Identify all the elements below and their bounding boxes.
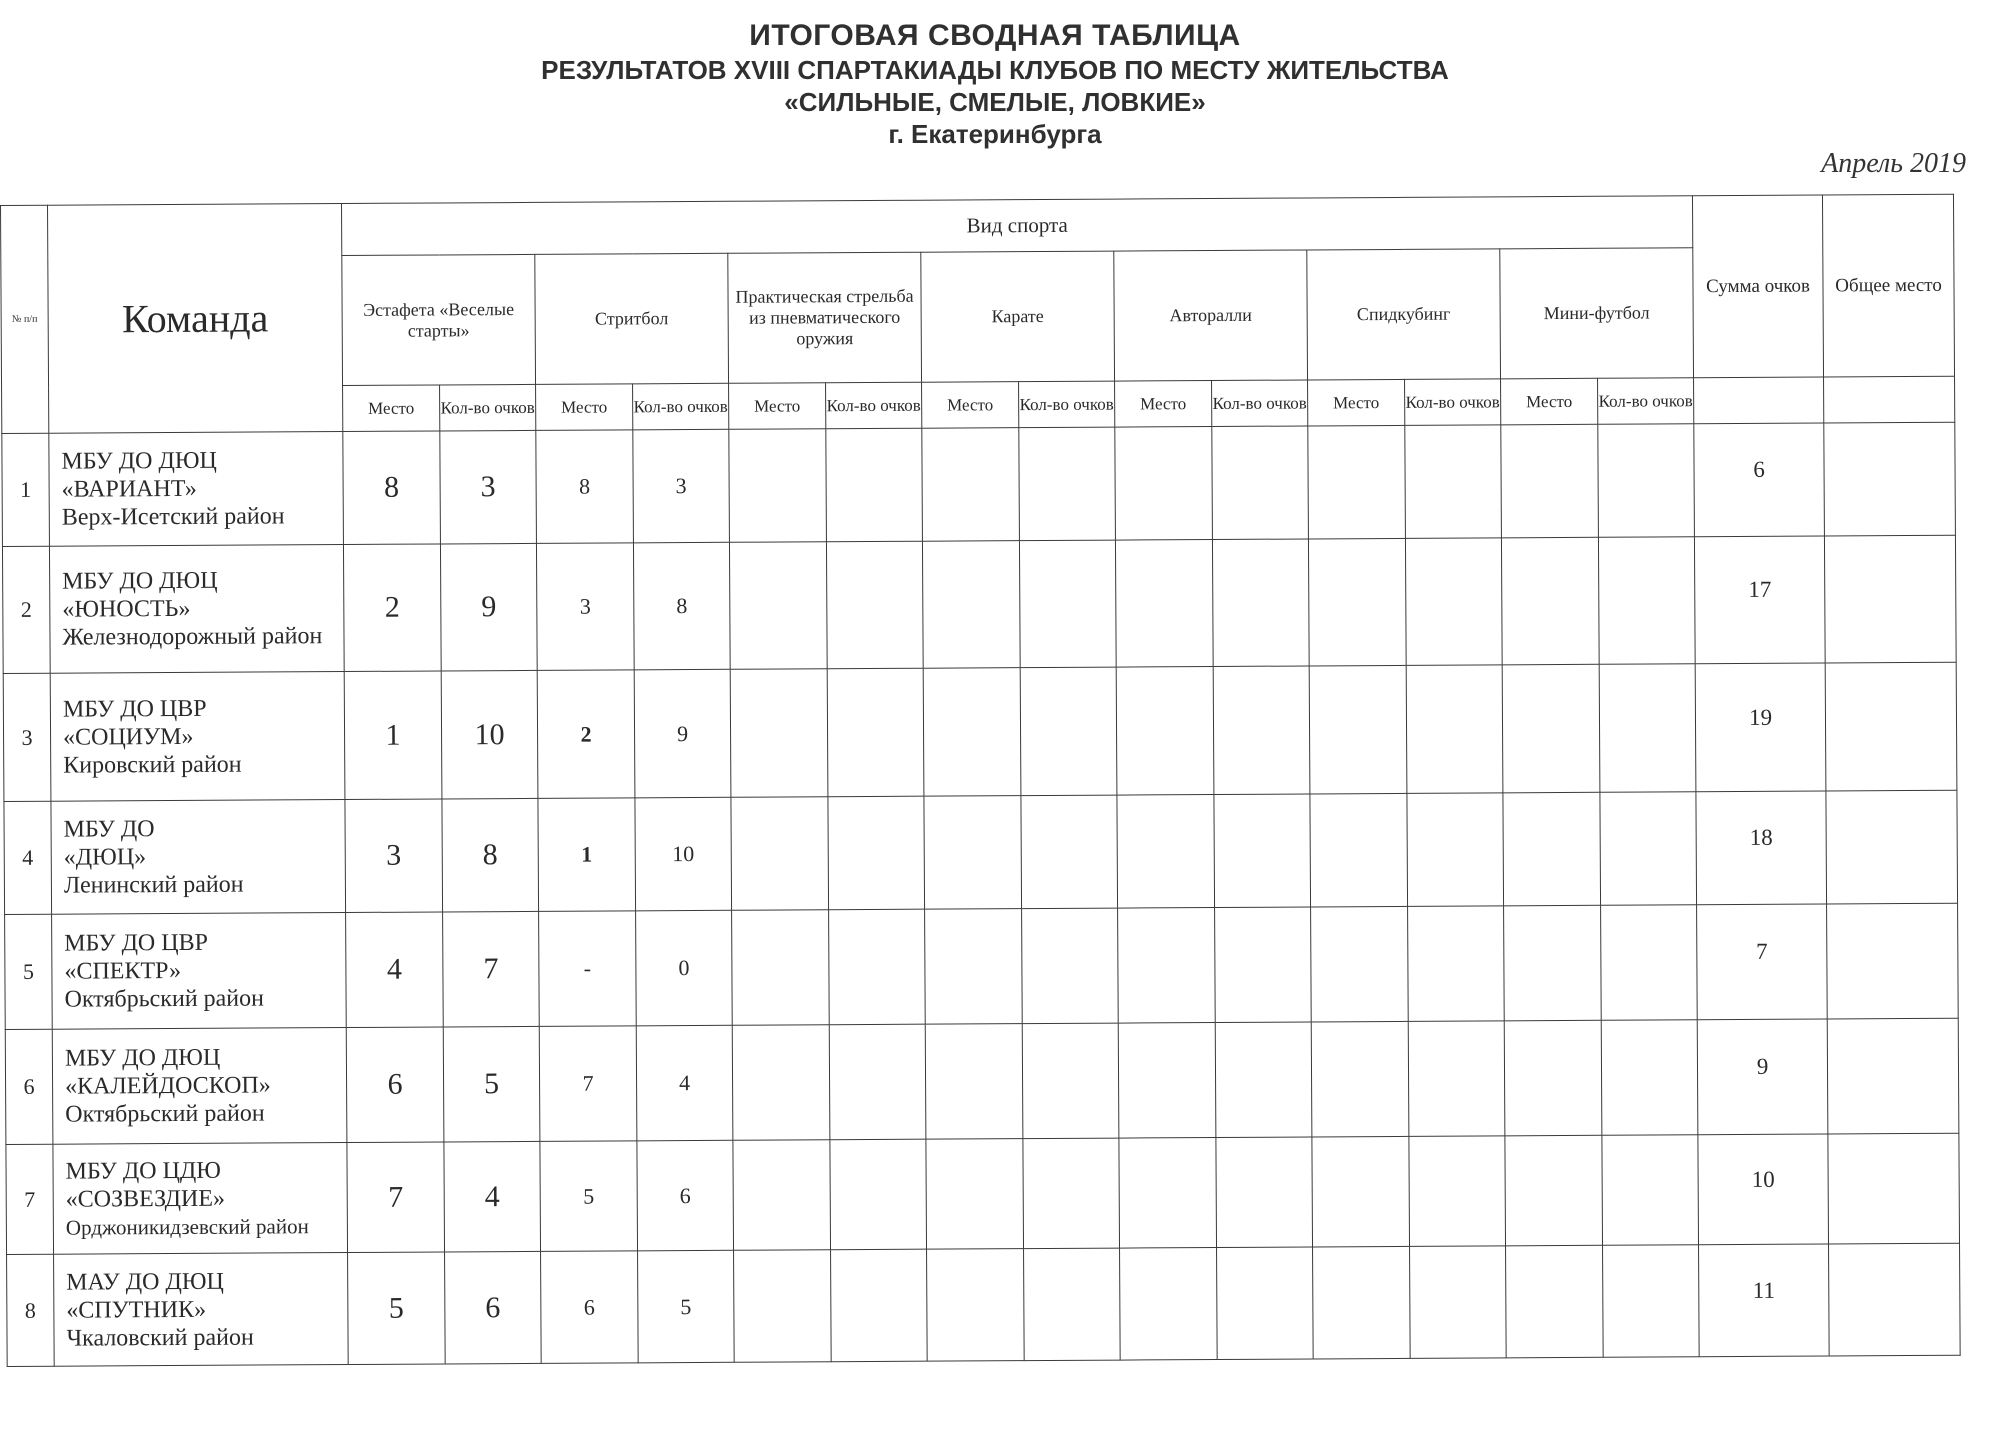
autorally-place — [1120, 1248, 1218, 1361]
subheader-points: Кол-во очков — [440, 384, 536, 431]
team-district: Кировский район — [63, 751, 242, 779]
team-name: «КАЛЕЙДОСКОП» — [65, 1072, 271, 1100]
document-date: Апрель 2019 — [1821, 148, 1966, 179]
autorally-place — [1118, 1023, 1216, 1139]
team-org: МАУ ДО ДЮЦ — [66, 1268, 224, 1296]
speedcubing-points — [1405, 538, 1502, 666]
streetball-points: 9 — [634, 669, 731, 798]
row-number: 6 — [5, 1029, 53, 1144]
row-number: 8 — [7, 1254, 55, 1366]
relay-points: 7 — [443, 911, 540, 1027]
overall-place — [1827, 1018, 1959, 1134]
team-cell — [53, 1143, 348, 1255]
sum-points: 11 — [1699, 1244, 1830, 1357]
team-org: МБУ ДО ЦДЮ — [65, 1157, 221, 1185]
header-sport-karate: Карате — [921, 251, 1115, 382]
team-cell — [49, 432, 344, 547]
relay-points: 3 — [440, 430, 537, 544]
autorally-place — [1119, 1138, 1217, 1249]
minifootball-place — [1505, 1135, 1603, 1246]
autorally-points — [1212, 539, 1309, 667]
karate-place — [927, 1249, 1025, 1362]
subheader-place: Место — [1308, 379, 1405, 426]
speedcubing-place — [1311, 906, 1409, 1022]
minifootball-points — [1599, 664, 1696, 793]
results-body — [2, 422, 1960, 1366]
autorally-points — [1217, 1247, 1314, 1360]
document-subtitle: РЕЗУЛЬТАТОВ XVIII СПАРТАКИАДЫ КЛУБОВ ПО МЕСТУ ЖИТЕЛЬСТВА — [541, 55, 1449, 85]
relay-place: 4 — [346, 912, 444, 1028]
autorally-place — [1116, 667, 1214, 796]
team-district: Ленинский район — [63, 871, 244, 899]
karate-points — [1024, 1248, 1121, 1361]
streetball-place: 2 — [537, 670, 635, 799]
header-number: № п/п — [1, 205, 49, 433]
subheader-points: Кол-во очков — [1598, 378, 1694, 425]
speedcubing-points — [1410, 1246, 1507, 1359]
subheader-empty — [1694, 377, 1824, 424]
shooting-place — [732, 910, 830, 1026]
sum-points: 7 — [1697, 904, 1828, 1020]
karate-points — [1020, 667, 1117, 796]
karate-place — [922, 541, 1020, 669]
header-sport-speedcubing: Спидкубинг — [1307, 249, 1501, 380]
autorally-place — [1117, 795, 1215, 909]
sum-points: 19 — [1695, 663, 1826, 792]
autorally-points — [1215, 1022, 1312, 1138]
overall-place — [1824, 422, 1956, 536]
shooting-place — [734, 1250, 832, 1363]
karate-points — [1023, 1138, 1120, 1249]
header-sport-autorally: Авторалли — [1114, 250, 1308, 381]
table-row — [7, 1243, 1961, 1366]
shooting-place — [731, 797, 829, 911]
row-number: 2 — [2, 546, 50, 673]
shooting-place — [730, 669, 828, 798]
speedcubing-place — [1313, 1246, 1411, 1359]
row-number: 3 — [3, 673, 51, 801]
header-sport-type: Вид спорта — [341, 196, 1692, 256]
karate-points — [1021, 795, 1118, 909]
overall-place — [1829, 1243, 1961, 1356]
streetball-place: 5 — [540, 1141, 638, 1252]
subheader-place: Место — [729, 383, 826, 430]
karate-points — [1019, 540, 1116, 668]
team-org: МБУ ДО ЦВР — [62, 695, 207, 723]
shooting-place — [733, 1140, 831, 1251]
shooting-points — [827, 668, 924, 797]
subheader-place: Место — [1501, 378, 1598, 425]
team-name: «СОЦИУМ» — [62, 723, 194, 751]
subheader-points: Кол-во очков — [1212, 380, 1308, 427]
row-number: 1 — [2, 433, 50, 546]
speedcubing-place — [1310, 793, 1408, 907]
overall-place — [1827, 903, 1959, 1019]
subheader-points: Кол-во очков — [633, 383, 729, 430]
karate-place — [923, 668, 1021, 797]
header-sum: Сумма очков — [1693, 195, 1824, 378]
streetball-points: 6 — [637, 1140, 734, 1251]
table-row — [2, 535, 1956, 673]
minifootball-place — [1501, 537, 1599, 665]
streetball-place: 3 — [536, 543, 634, 671]
shooting-points — [829, 1024, 926, 1140]
shooting-place — [729, 429, 827, 543]
shooting-points — [828, 796, 925, 910]
relay-points: 5 — [443, 1026, 540, 1142]
minifootball-place — [1504, 1020, 1602, 1136]
subheader-place: Место — [1115, 381, 1212, 428]
speedcubing-points — [1408, 1021, 1505, 1137]
speedcubing-points — [1409, 1136, 1506, 1247]
team-name: «СПЕКТР» — [64, 957, 182, 985]
header-overall-place: Общее место — [1823, 194, 1955, 377]
shooting-points — [826, 541, 923, 669]
minifootball-place — [1506, 1245, 1604, 1358]
relay-points: 9 — [440, 543, 537, 671]
row-number: 5 — [5, 914, 53, 1029]
shooting-points — [829, 909, 926, 1025]
streetball-place: 8 — [536, 430, 634, 544]
minifootball-points — [1598, 424, 1695, 538]
shooting-place — [729, 542, 827, 670]
subheader-place: Место — [343, 385, 440, 432]
speedcubing-place — [1312, 1136, 1410, 1247]
competition-name: «СИЛЬНЫЕ, СМЕЛЫЕ, ЛОВКИЕ» — [784, 87, 1206, 117]
overall-place — [1826, 790, 1958, 904]
relay-place: 2 — [343, 544, 441, 672]
autorally-points — [1215, 907, 1312, 1023]
speedcubing-place — [1309, 665, 1407, 794]
streetball-place: 6 — [541, 1251, 639, 1364]
team-name: «ВАРИАНТ» — [61, 475, 197, 503]
table-row — [5, 1018, 1959, 1144]
table-row — [6, 1133, 1960, 1254]
streetball-points: 0 — [636, 910, 733, 1026]
sum-points: 6 — [1694, 423, 1825, 537]
shooting-place — [732, 1025, 830, 1141]
karate-points — [1019, 427, 1116, 541]
minifootball-points — [1598, 537, 1695, 665]
streetball-points: 8 — [633, 542, 730, 670]
karate-place — [925, 1024, 1023, 1140]
table-row — [3, 662, 1957, 801]
minifootball-points — [1600, 792, 1697, 906]
team-name: «СОЗВЕЗДИЕ» — [65, 1185, 226, 1213]
karate-place — [924, 796, 1022, 910]
karate-place — [922, 428, 1020, 542]
row-number: 4 — [4, 801, 52, 914]
header-sport-streetball: Стритбол — [535, 253, 729, 384]
relay-points: 8 — [442, 798, 539, 912]
karate-place — [926, 1139, 1024, 1250]
team-district: Чкаловский район — [66, 1324, 254, 1352]
team-org: МБУ ДО ЦВР — [64, 929, 208, 957]
streetball-place: - — [539, 911, 637, 1027]
karate-points — [1022, 1023, 1119, 1139]
relay-place: 3 — [345, 799, 443, 913]
table-row — [2, 422, 1956, 546]
team-org: МБУ ДО — [63, 816, 155, 843]
team-district: Орджоникидзевский район — [65, 1213, 309, 1240]
table-row — [5, 903, 1959, 1029]
relay-points: 6 — [445, 1251, 542, 1364]
autorally-place — [1115, 427, 1213, 541]
minifootball-points — [1603, 1245, 1700, 1358]
autorally-points — [1213, 666, 1310, 795]
team-org: МБУ ДО ДЮЦ — [62, 567, 218, 595]
karate-points — [1022, 908, 1119, 1024]
speedcubing-place — [1308, 425, 1406, 539]
header-sport-shooting: Практическая стрельба из пневматического оружия — [728, 252, 922, 383]
subheader-points: Кол-во очков — [826, 382, 922, 429]
subheader-points: Кол-во очков — [1019, 381, 1115, 428]
overall-place — [1824, 535, 1956, 663]
streetball-place: 7 — [539, 1026, 637, 1142]
header-team: Команда — [48, 204, 343, 434]
header-sport-minifootball: Мини-футбол — [1500, 248, 1694, 379]
speedcubing-points — [1407, 793, 1504, 907]
relay-place: 1 — [344, 671, 442, 800]
shooting-points — [830, 1139, 927, 1250]
team-cell — [52, 913, 347, 1030]
relay-place: 6 — [346, 1027, 444, 1143]
minifootball-points — [1601, 1020, 1698, 1136]
header-sport-relay: Эстафета «Веселые старты» — [342, 254, 536, 385]
team-district: Октябрьский район — [64, 985, 265, 1013]
sum-points: 10 — [1698, 1134, 1829, 1245]
autorally-points — [1212, 426, 1309, 540]
team-cell — [51, 800, 346, 915]
minifootball-place — [1502, 664, 1600, 793]
overall-place — [1825, 662, 1957, 791]
team-district: Октябрьский район — [65, 1100, 265, 1128]
minifootball-place — [1504, 905, 1602, 1021]
results-table — [0, 194, 1961, 1367]
minifootball-points — [1602, 1135, 1699, 1246]
sum-points: 17 — [1695, 536, 1826, 664]
document-header — [0, 18, 1990, 150]
relay-points: 4 — [444, 1141, 541, 1252]
team-cell — [50, 672, 345, 802]
sum-points: 18 — [1696, 791, 1827, 905]
autorally-points — [1216, 1137, 1313, 1248]
row-number: 7 — [6, 1144, 54, 1254]
subheader-place: Место — [536, 384, 633, 431]
subheader-empty — [1824, 376, 1955, 423]
table-row — [4, 790, 1958, 914]
subheader-points: Кол-во очков — [1405, 379, 1501, 426]
speedcubing-points — [1408, 906, 1505, 1022]
streetball-points: 5 — [638, 1250, 735, 1363]
team-org: МБУ ДО ДЮЦ — [61, 447, 217, 475]
overall-place — [1828, 1133, 1960, 1244]
team-cell — [49, 545, 344, 674]
streetball-place: 1 — [538, 798, 636, 912]
minifootball-place — [1501, 424, 1599, 538]
team-district: Железнодорожный район — [62, 623, 323, 651]
team-org: МБУ ДО ДЮЦ — [64, 1044, 221, 1072]
team-cell — [54, 1253, 349, 1367]
autorally-place — [1115, 540, 1213, 668]
team-name: «ЮНОСТЬ» — [62, 595, 191, 623]
sum-points: 9 — [1697, 1019, 1828, 1135]
relay-points: 10 — [441, 670, 538, 799]
autorally-points — [1214, 794, 1311, 908]
relay-place: 5 — [348, 1252, 446, 1365]
team-cell — [52, 1028, 347, 1145]
document-title: ИТОГОВАЯ СВОДНАЯ ТАБЛИЦА — [749, 19, 1241, 52]
minifootball-points — [1601, 905, 1698, 1021]
team-district: Верх-Исетский район — [61, 503, 285, 531]
shooting-points — [826, 428, 923, 542]
speedcubing-points — [1406, 665, 1503, 794]
autorally-place — [1118, 908, 1216, 1024]
streetball-points: 4 — [636, 1025, 733, 1141]
streetball-points: 3 — [633, 429, 730, 543]
city-name: г. Екатеринбурга — [888, 119, 1102, 149]
relay-place: 7 — [347, 1142, 445, 1253]
subheader-place: Место — [922, 382, 1019, 429]
speedcubing-place — [1308, 538, 1406, 666]
karate-place — [925, 909, 1023, 1025]
shooting-points — [831, 1249, 928, 1362]
streetball-points: 10 — [635, 797, 732, 911]
speedcubing-points — [1405, 425, 1502, 539]
team-name: «СПУТНИК» — [66, 1296, 207, 1324]
minifootball-place — [1503, 792, 1601, 906]
relay-place: 8 — [343, 431, 441, 545]
team-name: «ДЮЦ» — [63, 844, 147, 871]
speedcubing-place — [1311, 1021, 1409, 1137]
